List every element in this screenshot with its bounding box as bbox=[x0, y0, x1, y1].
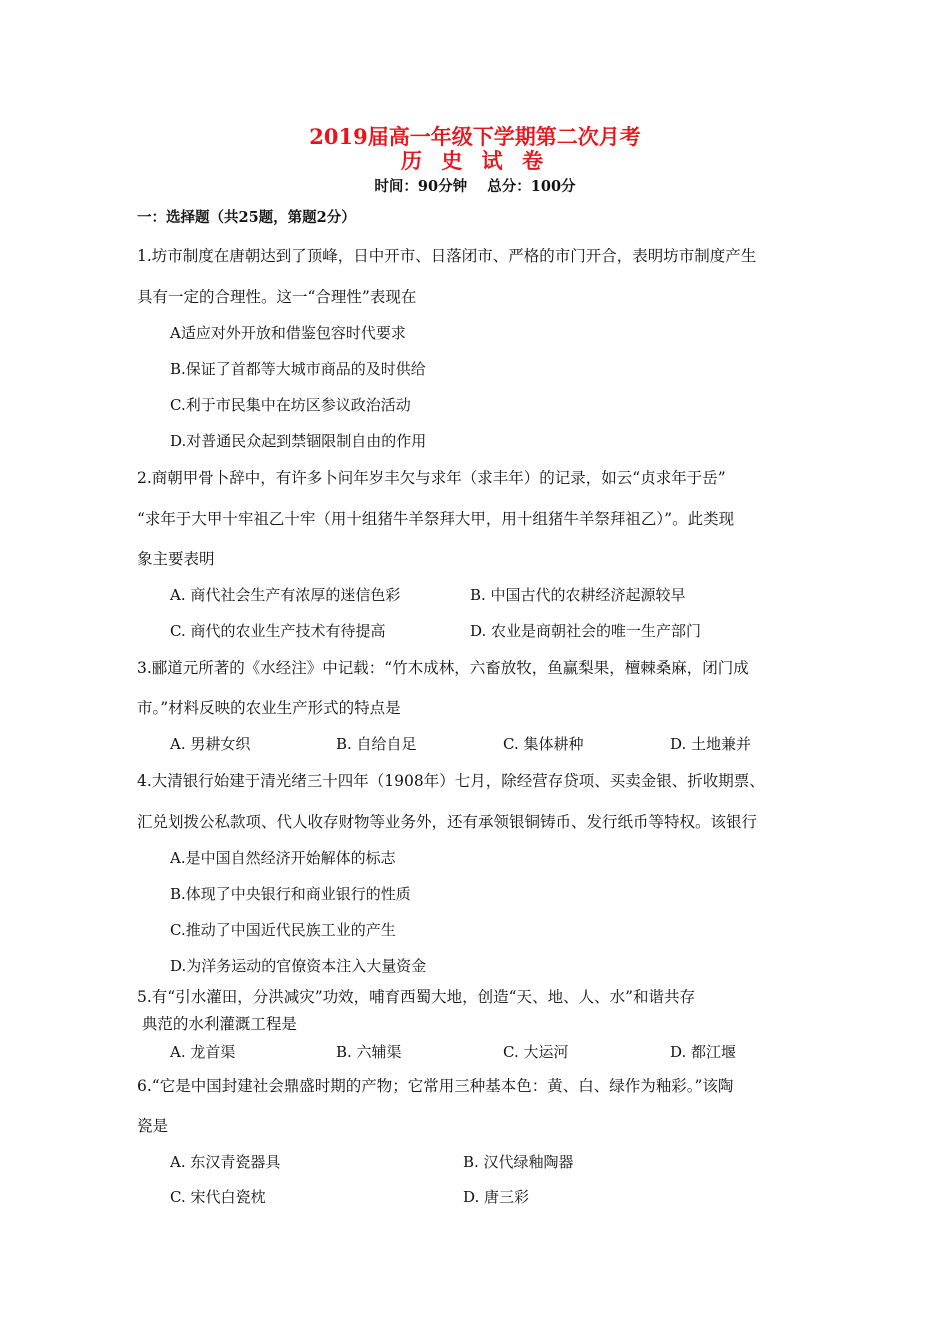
question-1-option-c: C.利于市民集中在坊区参议政治活动 bbox=[170, 396, 411, 414]
question-5-option-b: B. 六辅渠 bbox=[336, 1043, 402, 1061]
question-5-option-a: A. 龙首渠 bbox=[170, 1043, 236, 1061]
question-2-option-a: A. 商代社会生产有浓厚的迷信色彩 bbox=[170, 586, 401, 604]
exam-info: 时间：90分钟 总分：100分 bbox=[374, 178, 576, 195]
question-2-option-d: D. 农业是商朝社会的唯一生产部门 bbox=[470, 622, 702, 640]
question-3-line-1: 3.郦道元所著的《水经注》中记载：“竹木成林，六畜放牧，鱼赢梨果，檀棘桑麻，闭门成 bbox=[137, 659, 749, 677]
question-3-option-b: B. 自给自足 bbox=[336, 735, 417, 753]
exam-subject: 历 史 试 卷 bbox=[401, 148, 549, 173]
question-1-option-d: D.对普通民众起到禁锢限制自由的作用 bbox=[170, 432, 427, 450]
question-1-line-2: 具有一定的合理性。这一“合理性”表现在 bbox=[137, 288, 417, 306]
question-6-option-a: A. 东汉青瓷器具 bbox=[170, 1153, 281, 1171]
question-6-option-c: C. 宋代白瓷枕 bbox=[170, 1188, 266, 1206]
question-2-line-3: 象主要表明 bbox=[137, 550, 215, 568]
question-3-option-d: D. 土地兼并 bbox=[670, 735, 752, 753]
question-6-option-b: B. 汉代绿釉陶器 bbox=[463, 1153, 574, 1171]
question-1-option-b: B.保证了首都等大城市商品的及时供给 bbox=[170, 360, 426, 378]
question-1-option-a: A适应对外开放和借鉴包容时代要求 bbox=[170, 324, 406, 342]
question-5-option-c: C. 大运河 bbox=[503, 1043, 569, 1061]
question-2-option-b: B. 中国古代的农耕经济起源较早 bbox=[470, 586, 686, 604]
section-heading: 一：选择题（共25题，第题2分） bbox=[137, 209, 356, 226]
question-2-option-c: C. 商代的农业生产技术有待提高 bbox=[170, 622, 386, 640]
question-5-line-2: 典范的水利灌溉工程是 bbox=[137, 1015, 297, 1033]
question-2-line-1: 2.商朝甲骨卜辞中，有许多卜问年岁丰欠与求年（求丰年）的记录，如云“贞求年于岳” bbox=[137, 469, 726, 487]
question-5-option-d: D. 都江堰 bbox=[670, 1043, 737, 1061]
question-4-option-a: A.是中国自然经济开始解体的标志 bbox=[170, 849, 396, 867]
question-3-option-c: C. 集体耕种 bbox=[503, 735, 584, 753]
question-3-option-a: A. 男耕女织 bbox=[170, 735, 251, 753]
question-6-line-1: 6.“它是中国封建社会鼎盛时期的产物；它常用三种基本色：黄、白、绿作为釉彩。”该陶 bbox=[137, 1077, 734, 1095]
question-6-line-2: 瓷是 bbox=[137, 1117, 169, 1135]
question-3-line-2: 市。”材料反映的农业生产形式的特点是 bbox=[137, 699, 401, 717]
question-5-line-1: 5.有“引水灌田，分洪减灾”功效，哺育西蜀大地，创造“天、地、人、水”和谐共存 bbox=[137, 988, 695, 1006]
exam-title: 2019届高一年级下学期第二次月考 bbox=[309, 124, 641, 149]
question-4-line-1: 4.大清银行始建于清光绪三十四年（1908年）七月，除经营存贷项、买卖金银、折收期票、 bbox=[137, 772, 765, 790]
question-6-option-d: D. 唐三彩 bbox=[463, 1188, 530, 1206]
question-4-line-2: 汇兑划拨公私款项、代人收存财物等业务外，还有承领银铜铸币、发行纸币等特权。该银行 bbox=[137, 813, 758, 831]
question-1-line-1: 1.坊市制度在唐朝达到了顶峰，日中开市、日落闭市、严格的市门开合，表明坊市制度产生 bbox=[137, 247, 757, 265]
question-4-option-c: C.推动了中国近代民族工业的产生 bbox=[170, 921, 396, 939]
question-4-option-b: B.体现了中央银行和商业银行的性质 bbox=[170, 885, 411, 903]
question-4-option-d: D.为洋务运动的官僚资本注入大量资金 bbox=[170, 957, 427, 975]
question-2-line-2: “求年于大甲十牢祖乙十牢（用十组猪牛羊祭拜大甲，用十组猪牛羊祭拜祖乙）”。此类现 bbox=[137, 510, 735, 528]
